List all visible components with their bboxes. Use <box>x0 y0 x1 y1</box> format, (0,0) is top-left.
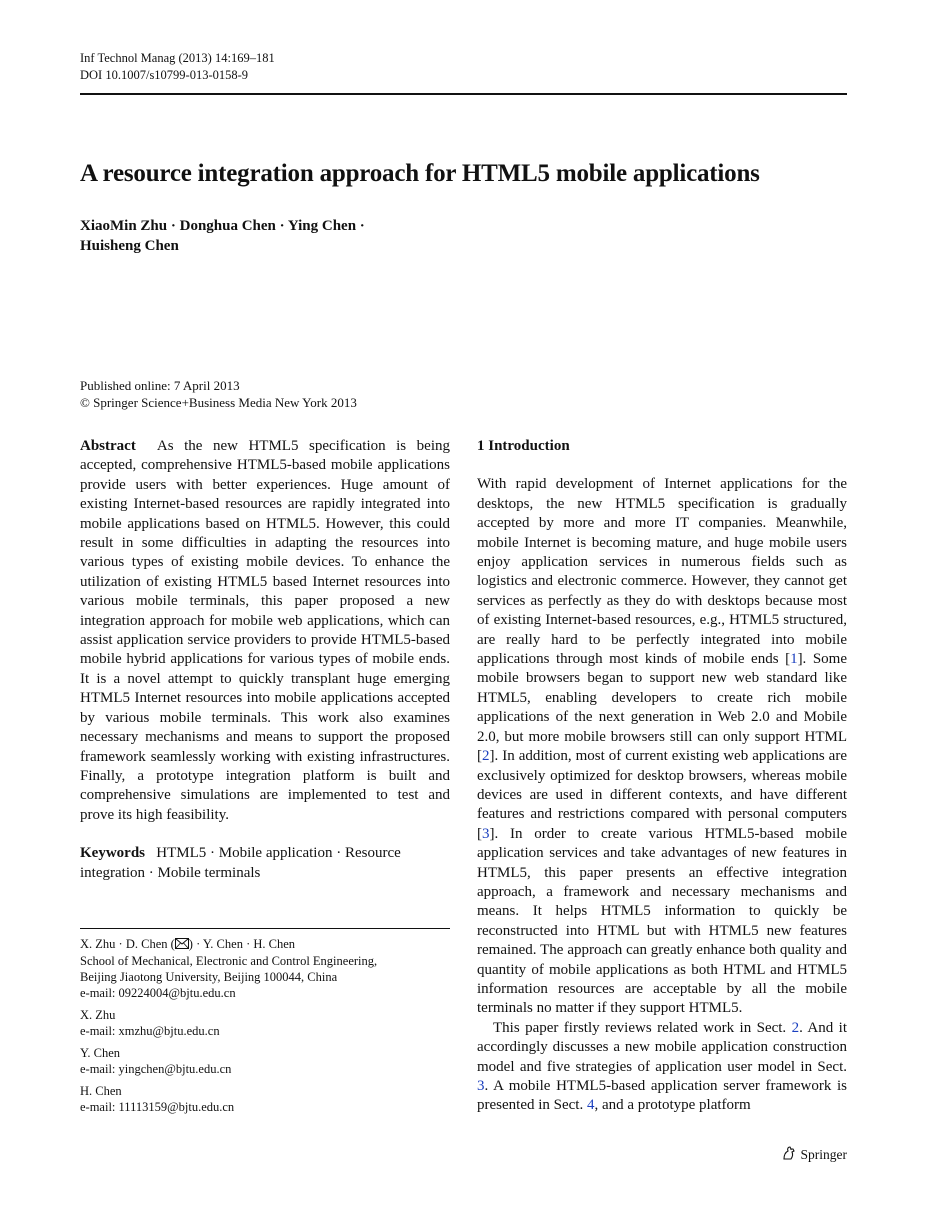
zhu-email: e-mail: xmzhu@bjtu.edu.cn <box>80 1024 220 1038</box>
intro-paragraph-2 <box>477 1019 847 1116</box>
zhu-name: X. Zhu <box>80 1008 116 1022</box>
email-main: e-mail: 09224004@bjtu.edu.cn <box>80 986 236 1000</box>
right-column <box>477 437 847 1116</box>
footnote-authors <box>80 936 450 953</box>
footnote-authors-b: ) · Y. Chen · H. Chen <box>188 937 296 951</box>
author-list <box>80 216 365 256</box>
corresponding-author-block <box>80 936 450 1001</box>
section-link[interactable]: 3 <box>477 1078 485 1094</box>
publication-info <box>80 377 357 411</box>
ychen-email: e-mail: yingchen@bjtu.edu.cn <box>80 1062 232 1076</box>
affiliation-line-1: School of Mechanical, Electronic and Control Engineering, <box>80 954 378 968</box>
abstract-label: Abstract <box>80 438 136 454</box>
author-line-1: XiaoMin Zhu · Donghua Chen · Ying Chen · <box>80 218 365 234</box>
published-date: Published online: 7 April 2013 <box>80 378 240 393</box>
keywords <box>80 844 450 883</box>
publisher-name: Springer <box>800 1147 847 1162</box>
hchen-name: H. Chen <box>80 1084 122 1098</box>
footnote-rule <box>80 928 450 929</box>
citation-link[interactable]: 1 <box>790 651 798 668</box>
hchen-email: e-mail: 11113159@bjtu.edu.cn <box>80 1100 235 1114</box>
affiliation-line-2: Beijing Jiaotong University, Beijing 100044, China <box>80 970 338 984</box>
intro-p2-text-d: , and a prototype platform <box>594 1097 751 1114</box>
intro-p1-text-d: ]. In order to create various HTML5-based mobile application services and take advantages of new features in HTML5, this paper presents an effective integration approach, a framework and necessary mechanisms and means. It helps HTML5 information to quickly be reconstructed into HTML but with HTML5 new features remained. The approach can greatly enhance both quality and quantity of mobile applications as both HTML and HTML5 information resources are acceptable by all the mobile terminals no matter if they support HTML5. <box>477 825 847 1017</box>
ychen-name: Y. Chen <box>80 1046 121 1060</box>
author-footnotes <box>80 936 450 1121</box>
section-link[interactable]: 2 <box>791 1019 800 1036</box>
hchen-block <box>80 1083 450 1115</box>
intro-p2-text-b: . And it accordingly discusses a new mobile application construction model and five strategies of application user model in Sect. <box>477 1019 847 1075</box>
springer-horse-icon <box>781 1145 797 1165</box>
abstract <box>80 437 450 825</box>
header-rule <box>80 93 847 95</box>
intro-p1-text-a: With rapid development of Internet applications for the desktops, the new HTML5 specification is gradually accepted by more and more IT companies. Meanwhile, mobile Internet is becoming mature, and huge mobile users enjoy application services in numerous fields such as logistics and electronic commerce. However, they cannot get services as perfectly as they do with desktops because most of existing Internet-based resources, e.g., HTML5 structured, are really hard to be perfectly integrated into mobile applications through most kinds of mobile ends [ <box>477 476 847 668</box>
envelope-icon <box>175 937 189 953</box>
left-column <box>80 437 450 883</box>
intro-p1-text-b: ]. Some mobile browsers began to support new web standard like HTML5, enabling developers to create rich mobile applications of the next generation in Web 2.0 and Mobile 2.0, but more mobile browsers still can only support HTML [ <box>477 651 847 765</box>
doi: DOI 10.1007/s10799-013-0158-9 <box>80 68 249 82</box>
journal-citation: Inf Technol Manag (2013) 14:169–181 <box>80 51 275 65</box>
keywords-text: HTML5 · Mobile application · Resource integration · Mobile terminals <box>80 845 401 881</box>
ychen-block <box>80 1045 450 1077</box>
intro-p1-text-c: ]. In addition, most of current existing web applications are exclusively optimized for desktop browsers, whereas mobile devices are used in different contexts, and have different features and restrictions compared with personal computers [ <box>477 748 847 842</box>
author-line-2: Huisheng Chen <box>80 238 179 254</box>
intro-p2-text-a: This paper firstly reviews related work in Sect. <box>493 1019 792 1036</box>
abstract-text: As the new HTML5 specification is being accepted, comprehensive HTML5-based mobile applications provide users with better experiences. Huge amount of existing Internet-based resources are rapidly integrated into mobile applications based on HTML5. However, this could result in some difficulties in adapting the resources into various types of existing mobile devices. To enhance the utilization of existing HTML5 based Internet resources into various mobile terminals, this paper proposed a new integration approach for mobile web applications, which can assist application service providers to provide HTML5-based mobile hybrid applications for various types of mobile ends. It is a novel attempt to quickly transplant huge emerging HTML5 Internet resources into mobile applications accepted by various mobile terminals. This work also examines necessary mechanisms and means to support the proposed framework seamlessly working with existing infrastructures. Finally, a prototype integration platform is built and comprehensive simulations are implemented to test and prove its high feasibility. <box>80 438 450 823</box>
intro-paragraph-1 <box>477 475 847 1018</box>
intro-p2-text-c: . A mobile HTML5-based application server framework is presented in Sect. <box>477 1078 847 1114</box>
citation-link[interactable]: 2 <box>482 748 490 765</box>
section-heading-introduction: 1 Introduction <box>477 438 570 454</box>
footnote-authors-a: X. Zhu · D. Chen ( <box>80 937 175 951</box>
section-link[interactable]: 4 <box>586 1097 595 1114</box>
zhu-block <box>80 1007 450 1039</box>
paper-title: A resource integration approach for HTML5 mobile applications <box>80 160 760 187</box>
copyright-notice: © Springer Science+Business Media New York 2013 <box>80 395 357 410</box>
journal-header <box>80 50 275 84</box>
publisher-logo <box>781 1145 848 1165</box>
keywords-label: Keywords <box>80 845 145 862</box>
citation-link[interactable]: 3 <box>482 825 490 842</box>
